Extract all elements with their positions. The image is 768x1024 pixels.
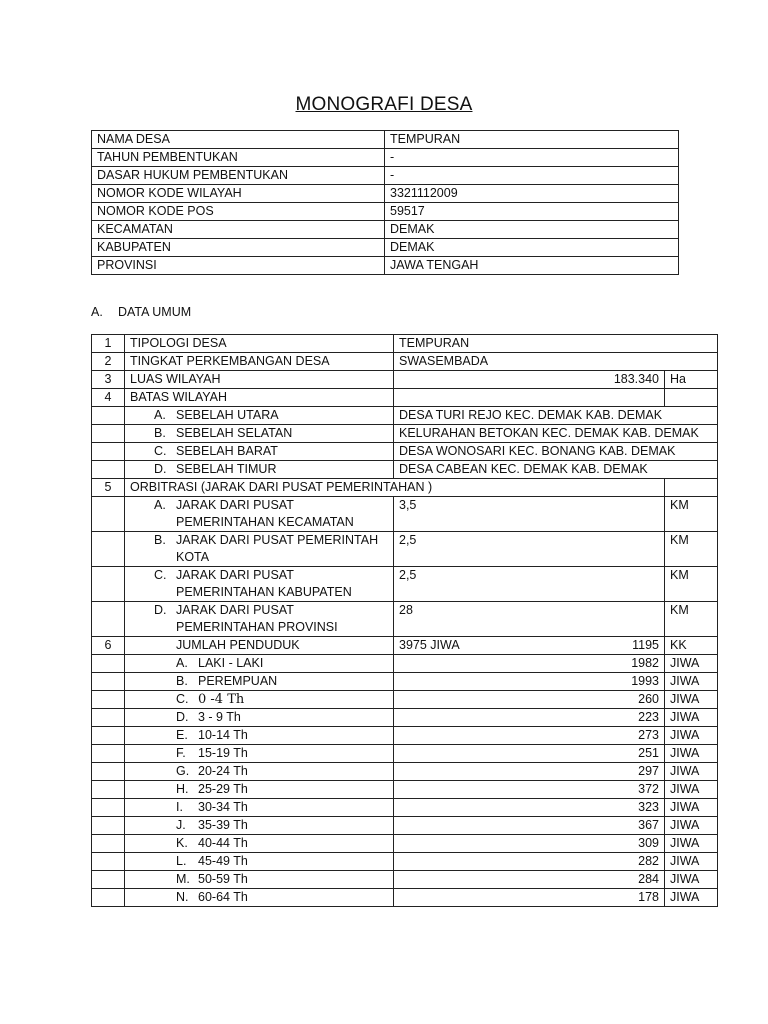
population-value-wrap [399, 637, 659, 654]
identity-value: - [385, 149, 679, 167]
item-letter: G. [176, 764, 190, 778]
population-value: 297 [394, 763, 665, 781]
item-label: 45-49 Th [198, 854, 248, 868]
population-label [125, 799, 394, 817]
row-number [92, 709, 125, 727]
population-value: 323 [394, 799, 665, 817]
item-label: JARAK DARI PUSAT PEMERINTAHAN KABUPATEN [176, 568, 352, 599]
item-label: SEBELAH TIMUR [176, 462, 277, 476]
distance-label [125, 532, 394, 567]
population-value: 309 [394, 835, 665, 853]
boundary-label-wrap [130, 407, 388, 424]
row-number [92, 781, 125, 799]
row-number [92, 461, 125, 479]
population-label-wrap [130, 871, 388, 888]
population-unit: JIWA [665, 727, 718, 745]
item-letter: L. [176, 854, 187, 868]
identity-row [92, 131, 679, 149]
row-number: 5 [92, 479, 125, 497]
row-number: 4 [92, 389, 125, 407]
row-number [92, 602, 125, 637]
item-label: 25-29 Th [198, 782, 248, 796]
item-label: SEBELAH UTARA [176, 408, 279, 422]
boundary-row [92, 407, 718, 425]
row-number: 3 [92, 371, 125, 389]
section-title: DATA UMUM [118, 305, 192, 319]
population-label-wrap [130, 691, 388, 708]
population-row [92, 799, 718, 817]
distance-label [125, 602, 394, 637]
identity-value: JAWA TENGAH [385, 257, 679, 275]
population-label-wrap [130, 763, 388, 780]
row-label: LUAS WILAYAH [125, 371, 394, 389]
population-label-wrap [130, 637, 388, 654]
item-letter: K. [176, 836, 188, 850]
boundary-label [125, 461, 394, 479]
distance-label-wrap [130, 567, 388, 601]
distance-label-wrap [130, 532, 388, 566]
distance-unit: KM [665, 532, 718, 567]
population-row [92, 727, 718, 745]
population-label-wrap [130, 673, 388, 690]
population-label-wrap [130, 727, 388, 744]
item-label: JARAK DARI PUSAT PEMERINTAHAN KECAMATAN [176, 498, 354, 529]
population-label [125, 871, 394, 889]
population-unit: JIWA [665, 691, 718, 709]
row-number [92, 567, 125, 602]
distance-value: 2,5 [394, 567, 665, 602]
page-title: MONOGRAFI DESA [295, 94, 473, 115]
population-row [92, 691, 718, 709]
population-unit: JIWA [665, 817, 718, 835]
population-total: 3975 JIWA [399, 638, 460, 652]
identity-label: KECAMATAN [92, 221, 385, 239]
item-letter: C. [176, 692, 189, 706]
row-number [92, 443, 125, 461]
item-label: 60-64 Th [198, 890, 248, 904]
household-count: 1195 [632, 638, 659, 652]
row-number [92, 817, 125, 835]
population-value: 251 [394, 745, 665, 763]
row-number [92, 497, 125, 532]
row-number [92, 763, 125, 781]
distance-label-wrap [130, 497, 388, 531]
population-value: 260 [394, 691, 665, 709]
item-letter-spacer [130, 637, 176, 654]
population-label [125, 745, 394, 763]
distance-row [92, 497, 718, 532]
population-unit: JIWA [665, 889, 718, 907]
row-label: TIPOLOGI DESA [125, 335, 394, 353]
population-value: 178 [394, 889, 665, 907]
population-row [92, 817, 718, 835]
population-label-wrap [130, 781, 388, 798]
boundary-label [125, 407, 394, 425]
identity-row [92, 185, 679, 203]
item-letter: N. [176, 890, 189, 904]
section-heading [91, 305, 191, 319]
boundary-value: DESA TURI REJO KEC. DEMAK KAB. DEMAK [394, 407, 718, 425]
item-letter: H. [176, 782, 189, 796]
item-letter: A. [154, 498, 166, 512]
item-letter: D. [154, 603, 167, 617]
item-label: JARAK DARI PUSAT PEMERINTAH KOTA [176, 533, 379, 564]
item-letter: B. [154, 426, 166, 440]
row-number: 2 [92, 353, 125, 371]
item-label: 15-19 Th [198, 746, 248, 760]
distance-label [125, 497, 394, 532]
item-label: 20-24 Th [198, 764, 248, 778]
row-label: ORBITRASI (JARAK DARI PUSAT PEMERINTAHAN ) [125, 479, 665, 497]
population-label [125, 691, 394, 709]
item-letter: B. [154, 533, 166, 547]
row-number [92, 835, 125, 853]
distance-value: 3,5 [394, 497, 665, 532]
row-number [92, 889, 125, 907]
item-letter: I. [176, 800, 183, 814]
row-label: BATAS WILAYAH [125, 389, 394, 407]
population-row [92, 853, 718, 871]
population-unit: JIWA [665, 763, 718, 781]
row-unit: Ha [665, 371, 718, 389]
boundary-value: DESA WONOSARI KEC. BONANG KAB. DEMAK [394, 443, 718, 461]
identity-label: KABUPATEN [92, 239, 385, 257]
data-row-batas [92, 389, 718, 407]
population-label-wrap [130, 655, 388, 672]
population-row [92, 781, 718, 799]
item-label: PEREMPUAN [198, 674, 278, 688]
item-label: 10-14 Th [198, 728, 248, 742]
population-value: 1993 [394, 673, 665, 691]
identity-label: NAMA DESA [92, 131, 385, 149]
distance-label [125, 567, 394, 602]
identity-value: 59517 [385, 203, 679, 221]
item-label: 35-39 Th [198, 818, 248, 832]
row-number [92, 655, 125, 673]
row-unit [665, 479, 718, 497]
boundary-label [125, 443, 394, 461]
identity-row [92, 221, 679, 239]
row-number [92, 425, 125, 443]
item-label: 30-34 Th [198, 800, 248, 814]
row-number [92, 407, 125, 425]
item-label: JARAK DARI PUSAT PEMERINTAHAN PROVINSI [176, 603, 338, 634]
row-number [92, 799, 125, 817]
population-value: 284 [394, 871, 665, 889]
row-number: 1 [92, 335, 125, 353]
item-letter: A. [154, 408, 166, 422]
row-label: TINGKAT PERKEMBANGAN DESA [125, 353, 394, 371]
row-number: 6 [92, 637, 125, 655]
distance-row [92, 532, 718, 567]
identity-row [92, 149, 679, 167]
population-label-wrap [130, 799, 388, 816]
row-value: TEMPURAN [394, 335, 718, 353]
distance-row [92, 602, 718, 637]
item-label: SEBELAH SELATAN [176, 426, 293, 440]
item-letter: C. [154, 568, 167, 582]
distance-unit: KM [665, 602, 718, 637]
identity-value: TEMPURAN [385, 131, 679, 149]
population-value: 372 [394, 781, 665, 799]
identity-value: 3321112009 [385, 185, 679, 203]
item-letter: D. [176, 710, 189, 724]
population-unit: JIWA [665, 781, 718, 799]
identity-label: NOMOR KODE POS [92, 203, 385, 221]
item-label: 0 -4 Th [198, 692, 245, 707]
boundary-label-wrap [130, 443, 388, 460]
row-value: SWASEMBADA [394, 353, 718, 371]
population-row [92, 673, 718, 691]
population-value: 223 [394, 709, 665, 727]
identity-value: DEMAK [385, 239, 679, 257]
item-label: SEBELAH BARAT [176, 444, 278, 458]
population-label [125, 709, 394, 727]
boundary-row [92, 461, 718, 479]
row-number [92, 673, 125, 691]
distance-unit: KM [665, 567, 718, 602]
data-row-penduduk [92, 637, 718, 655]
data-row-perkembangan [92, 353, 718, 371]
population-unit: JIWA [665, 871, 718, 889]
population-unit: JIWA [665, 835, 718, 853]
item-letter: A. [176, 656, 188, 670]
identity-value: DEMAK [385, 221, 679, 239]
population-label [125, 673, 394, 691]
row-value [394, 637, 665, 655]
row-label [125, 637, 394, 655]
item-letter: D. [154, 462, 167, 476]
item-letter: E. [176, 728, 188, 742]
item-label: 50-59 Th [198, 872, 248, 886]
population-unit: JIWA [665, 655, 718, 673]
row-value: 183.340 [394, 371, 665, 389]
population-row [92, 889, 718, 907]
identity-label: PROVINSI [92, 257, 385, 275]
population-row [92, 655, 718, 673]
identity-value: - [385, 167, 679, 185]
row-unit: KK [665, 637, 718, 655]
identity-label: TAHUN PEMBENTUKAN [92, 149, 385, 167]
identity-row [92, 239, 679, 257]
population-unit: JIWA [665, 673, 718, 691]
row-number [92, 532, 125, 567]
population-label-wrap [130, 817, 388, 834]
item-letter: F. [176, 746, 186, 760]
population-value: 273 [394, 727, 665, 745]
population-value: 367 [394, 817, 665, 835]
general-data-table [91, 334, 718, 907]
distance-label-wrap [130, 602, 388, 636]
population-label [125, 817, 394, 835]
data-row-orbitrasi [92, 479, 718, 497]
section-letter: A. [91, 305, 103, 319]
identity-row [92, 167, 679, 185]
row-number [92, 691, 125, 709]
row-number [92, 853, 125, 871]
population-label-wrap [130, 853, 388, 870]
distance-row [92, 567, 718, 602]
row-number [92, 745, 125, 763]
population-value: 282 [394, 853, 665, 871]
population-unit: JIWA [665, 799, 718, 817]
population-label [125, 781, 394, 799]
population-label [125, 835, 394, 853]
population-label [125, 889, 394, 907]
item-letter: B. [176, 674, 188, 688]
population-label [125, 727, 394, 745]
item-label: 3 - 9 Th [198, 710, 241, 724]
row-value [394, 389, 665, 407]
population-label-wrap [130, 835, 388, 852]
population-unit: JIWA [665, 853, 718, 871]
item-letter: J. [176, 818, 186, 832]
population-label-wrap [130, 709, 388, 726]
distance-value: 28 [394, 602, 665, 637]
item-letter: M. [176, 872, 190, 886]
identity-label: DASAR HUKUM PEMBENTUKAN [92, 167, 385, 185]
boundary-value: DESA CABEAN KEC. DEMAK KAB. DEMAK [394, 461, 718, 479]
population-unit: JIWA [665, 709, 718, 727]
population-unit: JIWA [665, 745, 718, 763]
population-row [92, 763, 718, 781]
boundary-label-wrap [130, 425, 388, 442]
data-row-tipologi [92, 335, 718, 353]
distance-unit: KM [665, 497, 718, 532]
population-value: 1982 [394, 655, 665, 673]
boundary-row [92, 443, 718, 461]
population-row [92, 709, 718, 727]
population-label [125, 655, 394, 673]
population-label-wrap [130, 889, 388, 906]
row-number [92, 727, 125, 745]
population-label [125, 853, 394, 871]
population-label-wrap [130, 745, 388, 762]
population-row [92, 745, 718, 763]
item-label: JUMLAH PENDUDUK [176, 638, 300, 652]
item-label: LAKI - LAKI [198, 656, 264, 670]
distance-value: 2,5 [394, 532, 665, 567]
boundary-label-wrap [130, 461, 388, 478]
row-number [92, 871, 125, 889]
item-label: 40-44 Th [198, 836, 248, 850]
population-label [125, 763, 394, 781]
boundary-label [125, 425, 394, 443]
identity-row [92, 257, 679, 275]
row-unit [665, 389, 718, 407]
population-row [92, 835, 718, 853]
boundary-row [92, 425, 718, 443]
item-letter: C. [154, 444, 167, 458]
boundary-value: KELURAHAN BETOKAN KEC. DEMAK KAB. DEMAK [394, 425, 718, 443]
identity-row [92, 203, 679, 221]
identity-table [91, 130, 679, 275]
data-row-luas [92, 371, 718, 389]
population-row [92, 871, 718, 889]
identity-label: NOMOR KODE WILAYAH [92, 185, 385, 203]
